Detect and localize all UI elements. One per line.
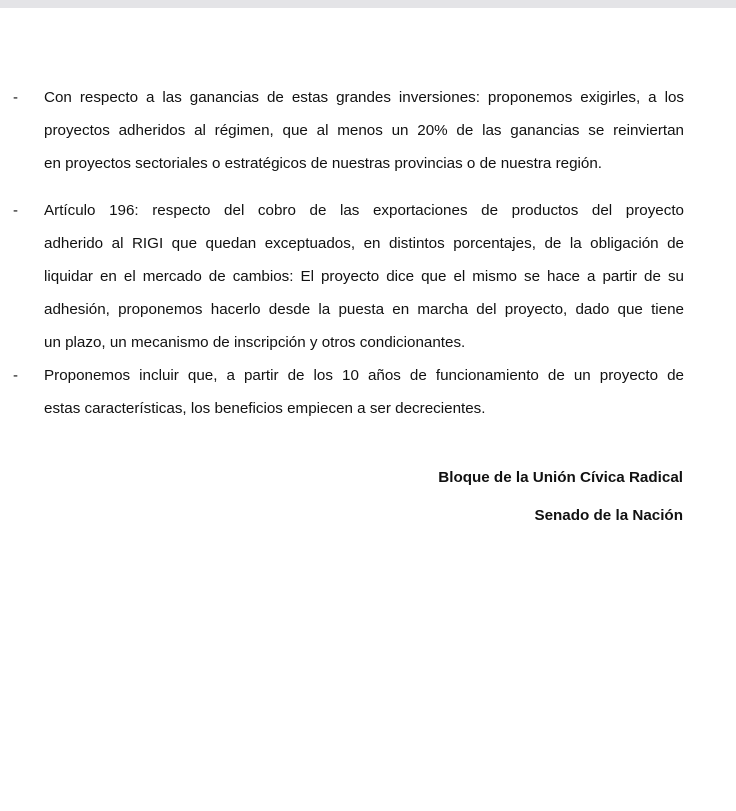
paragraph-line: un plazo, un mecanismo de inscripción y otros condicionantes. bbox=[44, 334, 466, 351]
paragraph-line: Con respecto a las ganancias de estas grandes inversiones: proponemos exigirles, a los bbox=[44, 89, 684, 106]
bullet-dash: - bbox=[13, 202, 18, 219]
signature-institution: Senado de la Nación bbox=[534, 507, 683, 524]
paragraph-line: Proponemos incluir que, a partir de los 10 años de funcionamiento de un proyecto de bbox=[44, 367, 684, 384]
paragraph-line: adherido al RIGI que quedan exceptuados, en distintos porcentajes, de la obligación de bbox=[44, 235, 684, 252]
bullet-dash: - bbox=[13, 367, 18, 384]
paragraph-line: en proyectos sectoriales o estratégicos de nuestras provincias o de nuestra región. bbox=[44, 155, 603, 172]
signature-bloc: Bloque de la Unión Cívica Radical bbox=[438, 469, 683, 486]
document-page bbox=[0, 8, 736, 811]
paragraph-line: proyectos adheridos al régimen, que al menos un 20% de las ganancias se reinviertan bbox=[44, 122, 684, 139]
bullet-dash: - bbox=[13, 89, 18, 106]
viewer-top-bar bbox=[0, 0, 736, 8]
paragraph-line: estas características, los beneficios empiecen a ser decrecientes. bbox=[44, 400, 486, 417]
paragraph-line: adhesión, proponemos hacerlo desde la puesta en marcha del proyecto, dado que tiene bbox=[44, 301, 684, 318]
paragraph-line: liquidar en el mercado de cambios: El proyecto dice que el mismo se hace a partir de su bbox=[44, 268, 684, 285]
paragraph-line: Artículo 196: respecto del cobro de las exportaciones de productos del proyecto bbox=[44, 202, 684, 219]
